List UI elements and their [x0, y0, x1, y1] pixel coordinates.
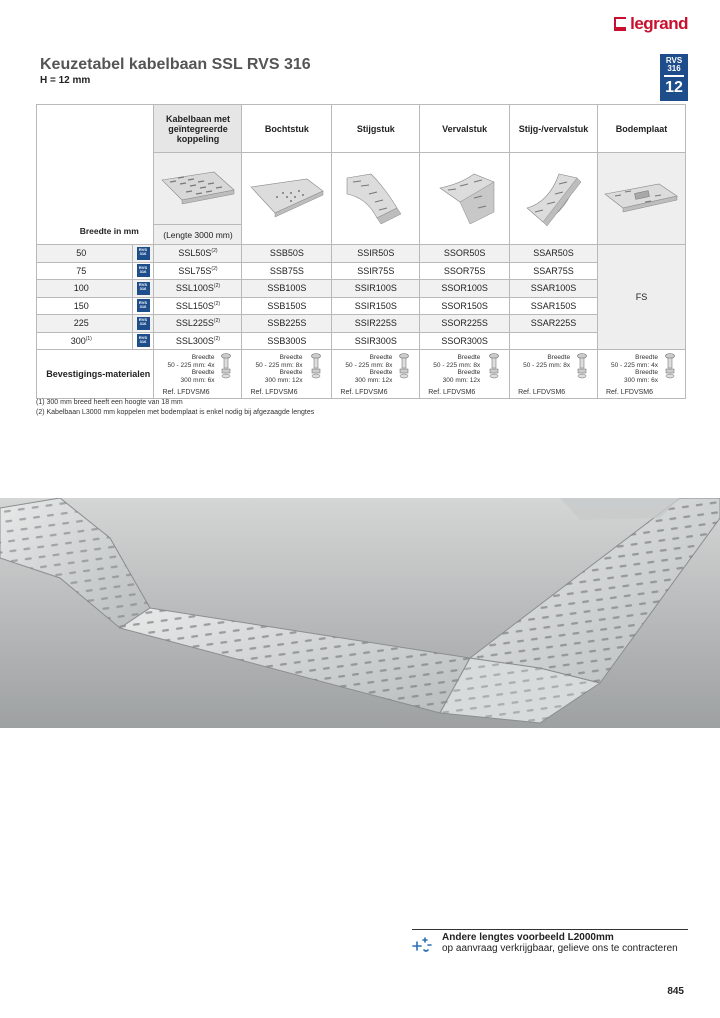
page-title: Keuzetabel kabelbaan SSL RVS 316 — [40, 56, 311, 73]
bodemplaat-image-cell — [597, 153, 685, 245]
selection-table — [36, 104, 686, 399]
ssar-code — [510, 332, 598, 350]
table-row — [37, 245, 686, 263]
ssar-code: SSAR150S — [510, 297, 598, 315]
ssl-code: $SSL50S^{(2)}$ — [154, 245, 242, 263]
ssb-code: SSB300S — [242, 332, 332, 350]
rvs-316-icon: RVS 316 — [137, 247, 150, 260]
bolt-icon — [489, 353, 499, 379]
ssir-code: SSIR50S — [332, 245, 420, 263]
section-badge — [660, 54, 688, 101]
sparkle-icon — [412, 936, 432, 954]
table-row — [37, 262, 686, 280]
ssor-code: SSOR225S — [420, 315, 510, 333]
drop-piece-image — [430, 168, 500, 228]
legrand-logo — [614, 14, 688, 34]
vervalstuk-image-cell — [420, 153, 510, 245]
info-title: Andere lengtes voorbeeld L2000mm — [442, 932, 614, 943]
col-header-bodemplaat: Bodemplaat — [597, 105, 685, 153]
row-width: 50 — [37, 245, 133, 263]
bolt-icon — [665, 353, 675, 379]
bolt-icon — [221, 353, 231, 379]
ssor-code: SSOR50S — [420, 245, 510, 263]
fixing-cell: Breedte 50 - 225 mm: 4x Breedte 300 mm: 6x Ref. LFDVSM6 — [154, 350, 242, 399]
ssb-code: SSB150S — [242, 297, 332, 315]
ssl-code: $SSL300S^{(2)}$ — [154, 332, 242, 350]
page-subtitle: H = 12 mm — [40, 75, 91, 86]
rvs-316-icon: RVS 316 — [137, 317, 150, 330]
table-row — [37, 297, 686, 315]
bolt-icon — [311, 353, 321, 379]
ssir-code: SSIR150S — [332, 297, 420, 315]
table-row — [37, 280, 686, 298]
fixing-cell: Breedte 50 - 225 mm: 4x Breedte 300 mm: 6x Ref. LFDVSM6 — [597, 350, 685, 399]
rvs-316-icon: RVS 316 — [137, 264, 150, 277]
fixing-cell: Breedte 50 - 225 mm: 8x Breedte 300 mm: 12x Ref. LFDVSM6 — [420, 350, 510, 399]
badge-number: 12 — [665, 78, 683, 96]
ssb-code: SSB75S — [242, 262, 332, 280]
row-width: 150 — [37, 297, 133, 315]
bolt-icon — [577, 353, 587, 379]
ssor-code: SSOR300S — [420, 332, 510, 350]
bolt-icon — [399, 353, 409, 379]
page-number: 845 — [667, 986, 684, 997]
rvs-icon-cell — [132, 280, 154, 298]
col-header-stijgstuk: Stijgstuk — [332, 105, 420, 153]
footnote-1: (1) 300 mm breed heeft een hoogte van 18 mm — [36, 399, 183, 406]
stijgstuk-image-cell — [332, 153, 420, 245]
row-width: 225 — [37, 315, 133, 333]
fixing-label: Bevestigings-materialen — [37, 350, 154, 399]
fixing-row — [37, 350, 686, 399]
col-header-bochtstuk: Bochtstuk — [242, 105, 332, 153]
row-width: 300$^{(1)}$ — [37, 332, 133, 350]
rvs-icon-cell — [132, 262, 154, 280]
col-header-kabelbaan: Kabelbaan met geïntegreerde koppeling — [154, 105, 242, 153]
ssar-code: SSAR225S — [510, 315, 598, 333]
badge-divider — [664, 75, 684, 77]
fixing-cell: Breedte 50 - 225 mm: 8x Breedte 300 mm: 12x Ref. LFDVSM6 — [242, 350, 332, 399]
fs-code: FS — [597, 245, 685, 350]
col-header-vervalstuk: Vervalstuk — [420, 105, 510, 153]
cable-tray-photo — [0, 498, 720, 728]
ssor-code: SSOR75S — [420, 262, 510, 280]
footnotes — [36, 398, 314, 418]
ssb-code: SSB50S — [242, 245, 332, 263]
table-row — [37, 332, 686, 350]
badge-line2: 316 — [667, 64, 681, 73]
riser-piece-image — [341, 168, 411, 228]
fixing-cell: Breedte 50 - 225 mm: 8x Ref. LFDVSM6 — [510, 350, 598, 399]
ssir-code: SSIR100S — [332, 280, 420, 298]
ssb-code: SSB100S — [242, 280, 332, 298]
rvs-316-icon: RVS 316 — [137, 282, 150, 295]
rvs-icon-cell — [132, 315, 154, 333]
rvs-icon-cell — [132, 245, 154, 263]
row-width: 75 — [37, 262, 133, 280]
legrand-logo-mark — [614, 17, 626, 31]
bochtstuk-image-cell — [242, 153, 332, 245]
fixing-cell: Breedte 50 - 225 mm: 8x Breedte 300 mm: 12x Ref. LFDVSM6 — [332, 350, 420, 399]
ssar-code: SSAR100S — [510, 280, 598, 298]
ssar-code: SSAR75S — [510, 262, 598, 280]
cable-tray-image — [158, 168, 238, 208]
ssl-code: $SSL225S^{(2)}$ — [154, 315, 242, 333]
rvs-316-icon: RVS 316 — [137, 334, 150, 347]
base-plate-image — [601, 178, 681, 218]
rvs-icon-cell — [132, 332, 154, 350]
row-width: 100 — [37, 280, 133, 298]
length-note: (Lengte 3000 mm) — [154, 225, 242, 245]
riser-drop-piece-image — [519, 168, 589, 228]
ssir-code: SSIR225S — [332, 315, 420, 333]
ssor-code: SSOR100S — [420, 280, 510, 298]
ssl-code: $SSL150S^{(2)}$ — [154, 297, 242, 315]
ssir-code: SSIR75S — [332, 262, 420, 280]
col-header-stijg-vervalstuk: Stijg-/vervalstuk — [510, 105, 598, 153]
footnote-2: (2) Kabelbaan L3000 mm koppelen met bodemplaat is enkel nodig bij afgezaagde lengtes — [36, 409, 315, 416]
header-row — [37, 105, 686, 153]
ssb-code: SSB225S — [242, 315, 332, 333]
ssar-code: SSAR50S — [510, 245, 598, 263]
kabelbaan-image-cell — [154, 153, 242, 225]
ssor-code: SSOR150S — [420, 297, 510, 315]
info-body: op aanvraag verkrijgbaar, gelieve ons te contracteren — [442, 943, 678, 954]
corner-label: Breedte in mm — [37, 105, 154, 245]
rvs-316-icon: RVS 316 — [137, 299, 150, 312]
table-row — [37, 315, 686, 333]
stijg-vervalstuk-image-cell — [510, 153, 598, 245]
info-box — [412, 929, 688, 955]
legrand-logo-text: legrand — [630, 14, 688, 33]
bend-piece-image — [247, 173, 327, 223]
badge-line1: RVS — [665, 56, 683, 65]
ssl-code: $SSL100S^{(2)}$ — [154, 280, 242, 298]
ssl-code: $SSL75S^{(2)}$ — [154, 262, 242, 280]
ssir-code: SSIR300S — [332, 332, 420, 350]
rvs-icon-cell — [132, 297, 154, 315]
